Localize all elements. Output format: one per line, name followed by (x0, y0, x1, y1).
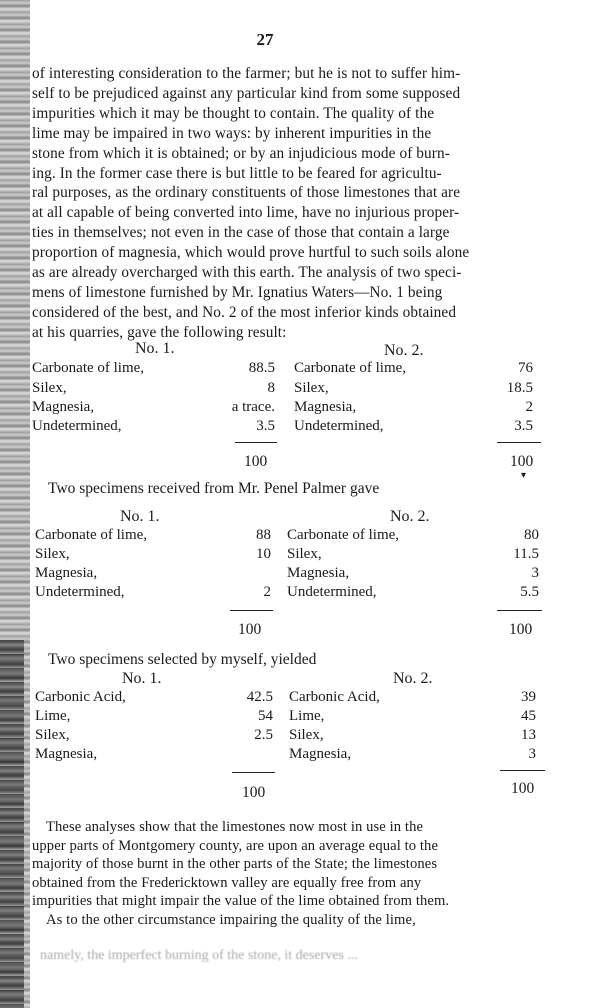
caption-palmer: Two specimens received from Mr. Penel Palmer gave (48, 480, 380, 497)
left-label: Magnesia, (32, 399, 95, 415)
paragraph-intro (32, 64, 538, 343)
table-row (35, 689, 555, 708)
left-value: 42.5 (246, 689, 273, 705)
right-label: Magnesia, (294, 399, 357, 415)
text-line: impurities which it may be thought to contain. The quality of the (32, 104, 435, 122)
total-left: 100 (238, 621, 262, 638)
text-line: lime may be impaired in two ways: by inherent impurities in the (32, 124, 432, 142)
right-value: 80 (524, 527, 539, 543)
left-label: Silex, (35, 727, 70, 743)
right-value: 13 (521, 727, 536, 743)
right-label: Carbonic Acid, (289, 689, 380, 705)
text-line: impurities that might impair the value of the lime obtained from them. (32, 893, 450, 910)
text-line: ing. In the former case there is but little to be feared for agricultu- (32, 164, 442, 182)
right-label: Magnesia, (287, 565, 350, 581)
right-label: Undetermined, (294, 418, 384, 434)
text-line: ral purposes, as the ordinary constituents of those limestones that are (32, 184, 461, 202)
right-label: Magnesia, (289, 746, 352, 762)
table-row (32, 418, 552, 437)
right-label: Lime, (289, 708, 325, 724)
table-row (35, 527, 555, 546)
left-label: Magnesia, (35, 565, 98, 581)
print-speck: ▾ (521, 470, 527, 481)
left-label: Undetermined, (32, 418, 122, 434)
text-line: mens of limestone furnished by Mr. Ignatius Waters—No. 1 being (32, 283, 443, 301)
table-row (35, 565, 555, 584)
right-label: Carbonate of lime, (287, 527, 400, 543)
left-label: Carbonic Acid, (35, 689, 126, 705)
column-head-no1: No. 1. (122, 670, 162, 687)
left-value: 10 (256, 546, 271, 562)
text-line: self to be prejudiced against any particular kind from some supposed (32, 84, 461, 102)
table-row (32, 399, 552, 418)
right-value: 2 (525, 399, 533, 415)
total-left: 100 (242, 784, 266, 801)
column-head-no2: No. 2. (393, 670, 433, 687)
left-value: 88.5 (248, 360, 275, 376)
left-label: Silex, (32, 380, 67, 396)
text-line: obtained from the Fredericktown valley are equally free from any (32, 874, 422, 891)
caption-myself: Two specimens selected by myself, yielded (48, 651, 317, 668)
right-value: 18.5 (506, 380, 533, 396)
table-row (35, 727, 555, 746)
right-label: Silex, (289, 727, 324, 743)
text-line: of interesting consideration to the farmer; but he is not to suffer him- (32, 65, 461, 82)
right-label: Silex, (287, 546, 322, 562)
table-row (35, 546, 555, 565)
column-head-no1: No. 1. (135, 340, 175, 357)
text-line: ties in themselves; not even in the case of those that contain a large (32, 224, 450, 242)
paragraph-conclusion (32, 818, 538, 930)
sum-rule (230, 610, 273, 611)
binding-edge-lower (0, 640, 24, 1008)
sum-rule (497, 442, 541, 443)
left-label: Silex, (35, 546, 70, 562)
table-row (35, 746, 555, 765)
sum-rule (500, 770, 545, 771)
text-line: As to the other circumstance impairing the quality of the lime, (46, 911, 416, 928)
sum-rule (235, 442, 277, 443)
column-head-no2: No. 2. (390, 508, 430, 525)
right-label: Carbonate of lime, (294, 360, 407, 376)
left-value: 8 (267, 380, 275, 396)
page-number: 27 (256, 30, 274, 49)
left-label: Undetermined, (35, 584, 125, 600)
left-label: Lime, (35, 708, 71, 724)
right-value: 39 (521, 689, 536, 705)
text-line: at his quarries, gave the following result: (32, 323, 287, 341)
text-line: These analyses show that the limestones now most in use in the (46, 819, 424, 835)
sum-rule (497, 610, 542, 611)
text-line: upper parts of Montgomery county, are upon an average equal to the (32, 837, 439, 854)
left-label: Carbonate of lime, (32, 360, 145, 376)
text-line: proportion of magnesia, which would prove hurtful to such soils alone (32, 244, 470, 262)
column-head-no1: No. 1. (120, 508, 160, 525)
right-value: 5.5 (520, 584, 539, 600)
text-line: majority of those burnt in the other parts of the State; the limestones (32, 856, 438, 873)
left-label: Magnesia, (35, 746, 98, 762)
right-value: 45 (521, 708, 536, 724)
table-row (35, 708, 555, 727)
left-label: Carbonate of lime, (35, 527, 148, 543)
left-value: 54 (258, 708, 273, 724)
faded-text-line: namely, the imperfect burning of the stone, it deserves ... (40, 948, 358, 963)
left-value: a trace. (231, 399, 275, 415)
right-label: Undetermined, (287, 584, 377, 600)
right-value: 11.5 (513, 546, 539, 562)
right-value: 3 (531, 565, 539, 581)
left-value: 2 (263, 584, 271, 600)
sum-rule (232, 772, 275, 773)
total-right: 100 (509, 621, 533, 638)
total-left: 100 (244, 453, 268, 470)
right-value: 76 (518, 360, 533, 376)
left-value: 88 (256, 527, 271, 543)
text-line: considered of the best, and No. 2 of the most inferior kinds obtained (32, 303, 457, 321)
right-label: Silex, (294, 380, 329, 396)
text-line: stone from which it is obtained; or by an injudicious mode of burn- (32, 144, 450, 162)
table-row (32, 360, 552, 379)
total-right: 100 (510, 453, 534, 470)
right-value: 3 (528, 746, 536, 762)
left-value: 2.5 (254, 727, 273, 743)
total-right: 100 (511, 780, 535, 797)
column-head-no2: No. 2. (384, 342, 424, 359)
table-row (32, 380, 552, 399)
left-value: 3.5 (256, 418, 275, 434)
text-line: as are already overcharged with this earth. The analysis of two speci- (32, 264, 462, 282)
right-value: 3.5 (514, 418, 533, 434)
table-row (35, 584, 555, 603)
text-line: at all capable of being converted into lime, have no injurious proper- (32, 204, 460, 222)
